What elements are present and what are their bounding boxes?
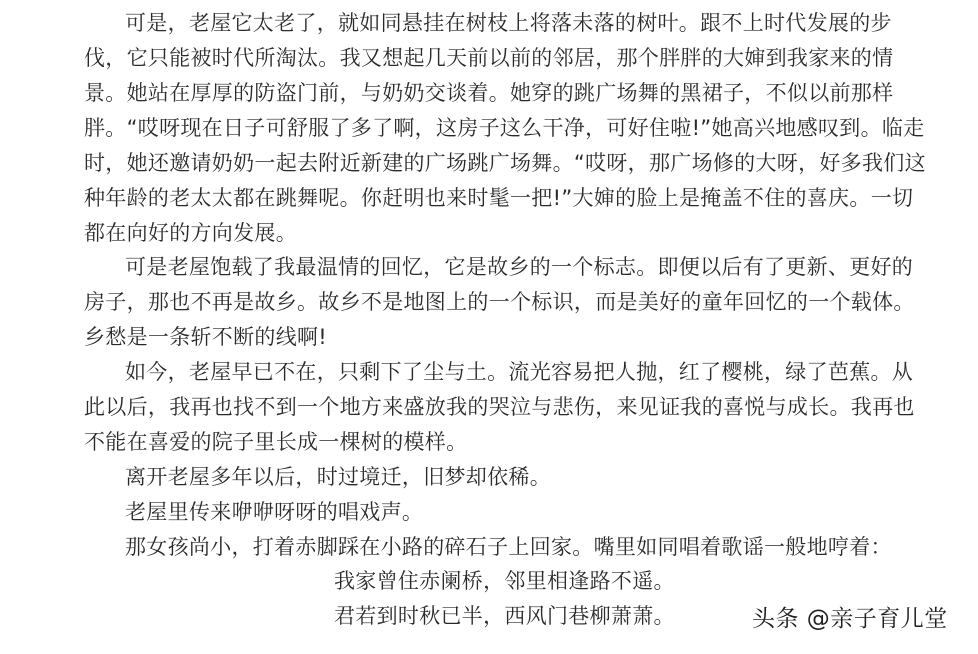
text-line: 都在向好的方向发展。 <box>84 221 297 245</box>
text-line: 此以后，我再也找不到一个地方来盛放我的哭泣与悲伤，来见证我的喜悦与成长。我再也 <box>84 395 915 419</box>
text-line: 老屋里传来咿咿呀呀的唱戏声。 <box>125 500 424 524</box>
text-line: 可是，老屋它太老了，就如同悬挂在树枝上将落未落的树叶。跟不上时代发展的步 <box>125 11 892 35</box>
text-line: 可是老屋饱载了我最温情的回忆，它是故乡的一个标志。即便以后有了更新、更好的 <box>125 255 914 279</box>
poem-line: 君若到时秋已半，西风门巷柳萧萧。 <box>334 604 675 628</box>
text-line: 如今，老屋早已不在，只剩下了尘与土。流光容易把人抛，红了樱桃，绿了芭蕉。从 <box>125 360 914 384</box>
text-line: 乡愁是一条斩不断的线啊! <box>84 325 328 349</box>
text-line: 房子，那也不再是故乡。故乡不是地图上的一个标识，而是美好的童年回忆的一个载体。 <box>84 290 915 314</box>
text-line: 那女孩尚小，打着赤脚踩在小路的碎石子上回家。嘴里如同唱着歌谣一般地哼着： <box>125 535 892 559</box>
text-line: 伐，它只能被时代所淘汰。我又想起几天前以前的邻居，那个胖胖的大婶到我家来的情 <box>84 46 894 70</box>
source-watermark: 头条 @亲子育儿堂 <box>752 606 948 632</box>
text-line: 不能在喜爱的院子里长成一棵树的模样。 <box>84 430 468 454</box>
text-line: 景。她站在厚厚的防盗门前，与奶奶交谈着。她穿的跳广场舞的黑裙子，不似以前那样 <box>84 81 894 105</box>
text-line: 离开老屋多年以后，时过境迁，旧梦却依稀。 <box>125 465 551 489</box>
poem-line: 我家曾住赤阑桥，邻里相逢路不遥。 <box>334 569 675 593</box>
text-line: 种年龄的老太太都在跳舞呢。你赶明也来时髦一把!”大婶的脸上是掩盖不住的喜庆。一切 <box>84 186 914 210</box>
text-line: 胖。“哎呀现在日子可舒服了多了啊，这房子这么干净，可好住啦!”她高兴地感叹到。临走 <box>84 116 925 140</box>
text-line: 时，她还邀请奶奶一起去附近新建的广场跳广场舞。“哎呀，那广场修的大呀，好多我们这 <box>84 151 926 175</box>
